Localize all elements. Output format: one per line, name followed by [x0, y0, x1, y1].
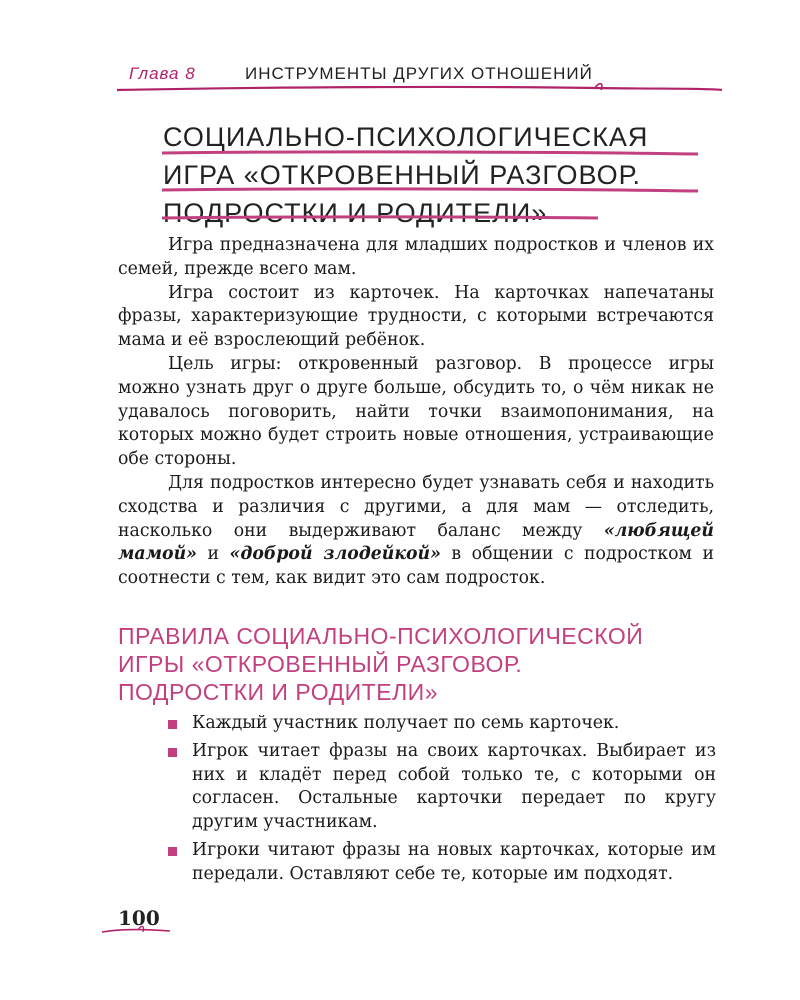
page-number-flourish [100, 922, 180, 938]
heading-line-1: СОЦИАЛЬНО-ПСИХОЛОГИЧЕСКАЯ [163, 122, 649, 152]
paragraph-4-part-b: и [196, 544, 230, 565]
list-item-text: Игрок читает фразы на своих карточках. Выбирает из них и кладёт перед собой только те, с которыми он согласен. Остальные карточки передает по кругу другим участникам. [192, 740, 716, 833]
rules-heading-line-1: ПРАВИЛА СОЦИАЛЬНО-ПСИХОЛОГИЧЕСКОЙ [118, 623, 644, 649]
emphasis-kind-villain: «доброй злодейкой» [229, 544, 441, 565]
list-item [168, 740, 716, 835]
heading-line-3: ПОДРОСТКИ И РОДИТЕЛИ» [163, 198, 548, 228]
square-bullet-icon [168, 748, 177, 757]
body-text [118, 234, 714, 591]
paragraph-3: Цель игры: откровенный разговор. В процессе игры можно узнать друг о друге больше, обсудить то, о чём никак не удавалось поговорить, найти точки взаимопонимания, на которых можно будет строить новые отношения, устраивающие обе стороны. [118, 353, 714, 470]
heading-line-2: ИГРА «ОТКРОВЕННЫЙ РАЗГОВОР. [163, 160, 642, 190]
page-number: 100 [118, 906, 160, 930]
header-rule [117, 82, 727, 96]
paragraph-4 [118, 472, 714, 591]
running-header [127, 62, 727, 98]
heading-underlines [158, 150, 718, 222]
rules-heading-line-3: ПОДРОСТКИ И РОДИТЕЛИ» [118, 679, 438, 705]
square-bullet-icon [168, 847, 177, 856]
list-item-text: Игроки читают фразы на новых карточках, которые им передали. Оставляют себе те, которые им подходят. [192, 839, 716, 884]
paragraph-2: Игра состоит из карточек. На карточках напечатаны фразы, характеризующие трудности, с которыми встречаются мама и её взрослеющий ребёнок. [118, 282, 714, 351]
list-item [168, 712, 716, 736]
rules-heading [118, 622, 718, 706]
list-item [168, 839, 716, 887]
paragraph-4-part-c: в общении с подростком и соотнести с тем, как видит это сам подросток. [118, 544, 714, 589]
chapter-title: ИНСТРУМЕНТЫ ДРУГИХ ОТНОШЕНИЙ [245, 64, 593, 83]
paragraph-1: Игра предназначена для младших подростков и членов их семей, прежде всего мам. [118, 235, 714, 279]
chapter-label: Глава 8 [129, 64, 196, 83]
emphasis-loving-mom: «любящей мамой» [118, 520, 714, 565]
square-bullet-icon [168, 720, 177, 729]
rules-heading-line-2: ИГРЫ «ОТКРОВЕННЫЙ РАЗГОВОР. [118, 651, 523, 677]
list-item-text: Каждый участник получает по семь карточек. [192, 713, 620, 733]
rules-list [168, 712, 716, 891]
paragraph-4-part-a: Для подростков интересно будет узнавать себя и находить сходства и различия с другими, а для мам — отследить, насколько они выдерживают баланс между [118, 472, 714, 541]
